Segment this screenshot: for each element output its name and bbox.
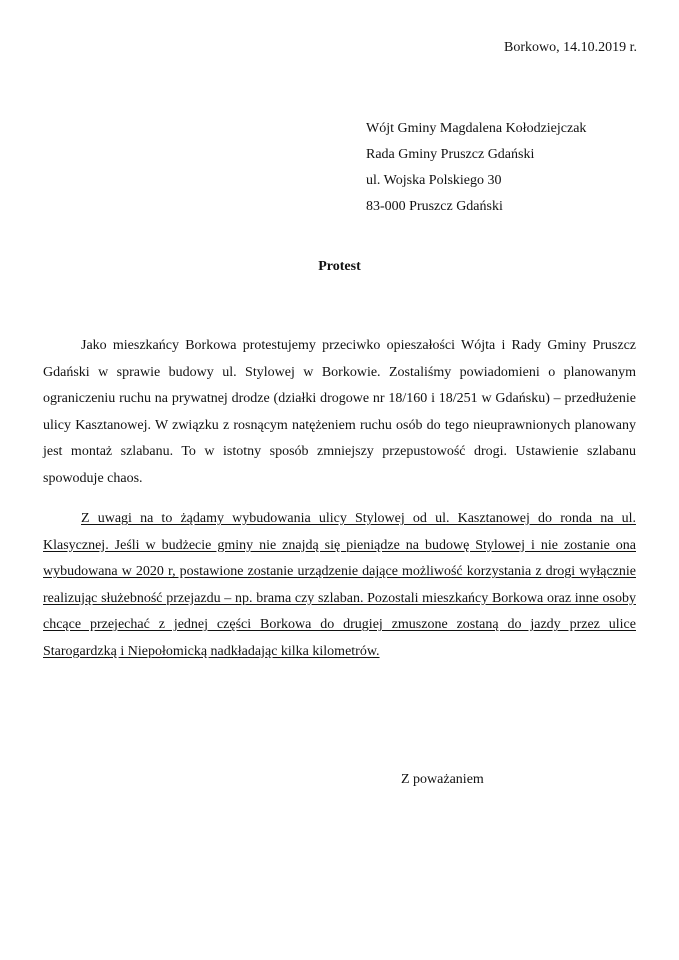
closing-salutation: Z poważaniem bbox=[401, 772, 484, 787]
letter-body bbox=[43, 333, 636, 665]
place-date: Borkowo, 14.10.2019 r. bbox=[504, 40, 637, 55]
recipient-address bbox=[366, 116, 586, 220]
recipient-postal-city: 83-000 Pruszcz Gdański bbox=[366, 199, 503, 214]
paragraph-protest: Jako mieszkańcy Borkowa protestujemy przeciwko opieszałości Wójta i Rady Gminy Pruszcz Gdański w sprawie budowy ul. Stylowej w Borkowie. Zostaliśmy powiadomieni o planowanym ograniczeniu ruchu na prywatnej drodze (działki drogowe nr 18/160 i 18/251 w Gdańsku) – przedłużenie ulicy Kasztanowej. W związku z rosnącym natężeniem ruchu osób do tego nieuprawnionych planowany jest montaż szlabanu. To w istotny sposób zmniejszy przepustowość drogi. Ustawienie szlabanu spowoduje chaos. bbox=[43, 338, 636, 486]
recipient-street: ul. Wojska Polskiego 30 bbox=[366, 173, 502, 188]
recipient-council: Rada Gminy Pruszcz Gdański bbox=[366, 147, 535, 162]
recipient-name: Wójt Gminy Magdalena Kołodziejczak bbox=[366, 121, 587, 136]
paragraph-demand: Z uwagi na to żądamy wybudowania ulicy Stylowej od ul. Kasztanowej do ronda na ul. Klasycznej. Jeśli w budżecie gminy nie znajdą się pieniądze na budowę Stylowej i nie zostanie ona wybudowana w 2020 r, postawione zostanie urządzenie dające możliwość korzystania z drogi wyłącznie realizując służebność przejazdu – np. brama czy szlaban. Pozostali mieszkańcy Borkowa oraz inne osoby chcące przejechać z jednej części Borkowa do drugiej zmuszone zostaną do jazdy przez ulice Starogardzką i Niepołomicką nadkładając kilka kilometrów. bbox=[43, 511, 636, 659]
document-title: Protest bbox=[318, 259, 361, 274]
